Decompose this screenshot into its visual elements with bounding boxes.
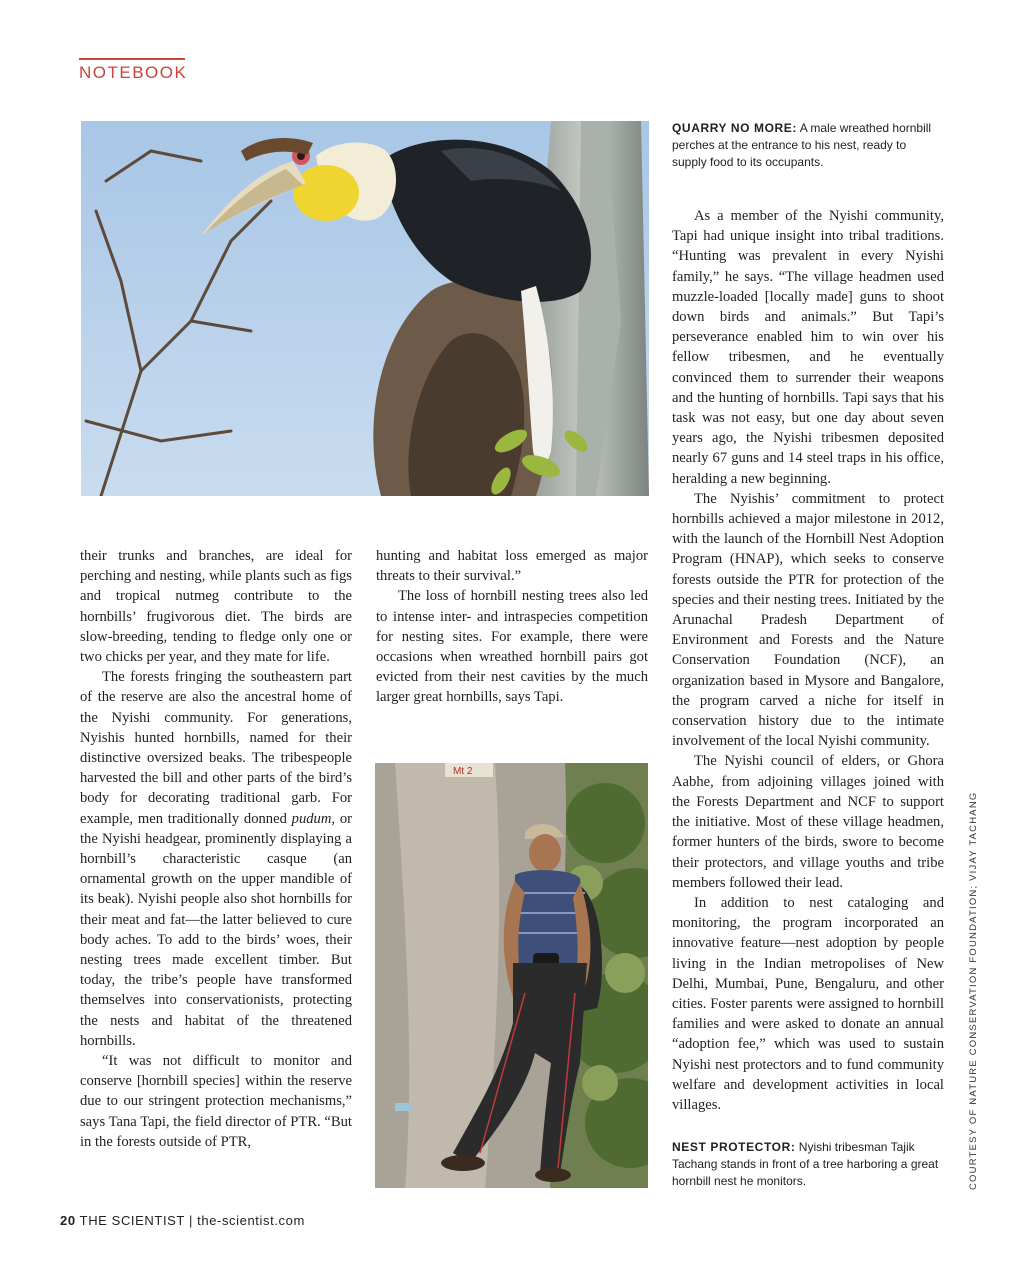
paragraph: hunting and habitat loss emerged as major threats to their survival.” [376,548,648,585]
caption-text: A male wreathed hornbill perches at the entrance to his nest, ready to supply food to its occupants. [672,121,932,169]
paragraph: their trunks and branches, are ideal for perching and nesting, while plants such as figs and tropical nutmeg contribute to the hornbills’ frugivorous diet. The birds are slow-breeding, tending to fledge only one or two chicks per year, and they mate for life. [80,548,352,666]
paragraph [80,667,352,1051]
article-column-1 [80,546,352,1152]
footer-separator: | [188,1213,193,1228]
caption-lead: QUARRY NO MORE: [672,121,798,135]
article-column-2 [376,546,648,708]
tree-tag-text: Mt 2 [453,766,473,777]
caption-lead: NEST PROTECTOR: [672,1140,796,1154]
italic-term: pudum [291,810,332,827]
paragraph: The loss of hornbill nesting trees also led to intense inter- and intraspecies competition for nesting sites. For example, there were occasions when wreathed hornbill pairs got evicted from their nest cavities by the much larger great hornbills, says Tapi. [376,588,648,706]
photo-caption-bottom [672,1139,952,1190]
paragraph: In addition to nest cataloging and monitoring, the program incorporated an innovative feature—nest adoption by people living in the Indian metropolises of New Delhi, Mumbai, Pune, Bengaluru, and other cities. Foster parents were assigned to hornbill families and were asked to donate an annual “adoption fee,” which was used to sustain Nyishi nest protectors and to fund community welfare and development activities in local villages. [672,894,944,1113]
section-label: NOTEBOOK [79,63,188,82]
paragraph: “It was not difficult to monitor and conserve [hornbill species] within the reserve due to our stringent protection mechanisms,” says Tana Tapi, the field director of PTR. “But in the forests outside of PTR, [80,1053,352,1150]
section-rule [79,58,185,60]
page-footer [60,1213,305,1228]
tribesman-photo [375,763,648,1188]
hornbill-photo [81,121,649,496]
photo-caption-top [672,120,942,171]
article-column-3 [672,206,944,1115]
paragraph-text: The forests fringing the southeastern part of the reserve are also the ancestral home of the Nyishi community. For generations, Nyishis hunted hornbills, named for their distinctive oversized beaks. The tribespeople harvested the bill and other parts of the bird’s body for decorating traditional garb. For example, men traditionally donned [80,669,352,827]
paragraph: The Nyishis’ commitment to protect hornbills achieved a major milestone in 2012, with the launch of the Hornbill Nest Adoption Program (HNAP), which seeks to conserve forests outside the PTR for protection of the species and their nesting trees. Initiated by the Arunachal Pradesh Department of Environment and Forests and the Nature Conservation Foundation (NCF), an organization based in Mysore and Bangalore, the program carved a niche for itself in conservation history due to the intimate involvement of the local Nyishi community. [672,490,944,750]
paragraph: The Nyishi council of elders, or Ghora Aabhe, from adjoining villages joined with the Forests Department and NCF to support the initiative. Most of these village headmen, former hunters of the birds, swore to become their protectors, and village youths and tribe members followed their lead. [672,753,944,891]
paragraph: As a member of the Nyishi community, Tapi had unique insight into tribal traditions. “Hunting was prevalent in every Nyishi family,” he says. “The village headmen used muzzle-loaded [locally made] guns to shoot down birds and animals.” But Tapi’s perseverance enabled him to win over his fellow tribesmen, and he eventually convinced them to surrender their weapons and the hunting of hornbills. Tapi says that his task was not easy, but one day about seven years ago, the Nyishi tribesmen deposited nearly 67 guns and 14 steel traps in his office, heralding a new beginning. [672,208,944,487]
page-number: 20 [60,1213,76,1228]
photo-credit: COURTESY OF NATURE CONSERVATION FOUNDATION; VIJAY TACHANG [968,791,979,1190]
magazine-name: THE SCIENTIST [79,1213,185,1228]
magazine-website: the-scientist.com [197,1213,305,1228]
paragraph-text: , or the Nyishi headgear, prominently displaying a hornbill’s characteristic casque (an ornamental growth on the upper mandible of its beak). Nyishi people also shot hornbills for their meat and fat—the latter believed to cure body aches. To add to the birds’ woes, their nesting trees made excellent timber. But today, the tribe’s people have transformed themselves into conservationists, protecting the nests and habitat of the threatened hornbills. [80,810,352,1049]
caption-text: Nyishi tribesman Tajik Tachang stands in front of a tree harboring a great hornbill nest he monitors. [672,1140,939,1188]
